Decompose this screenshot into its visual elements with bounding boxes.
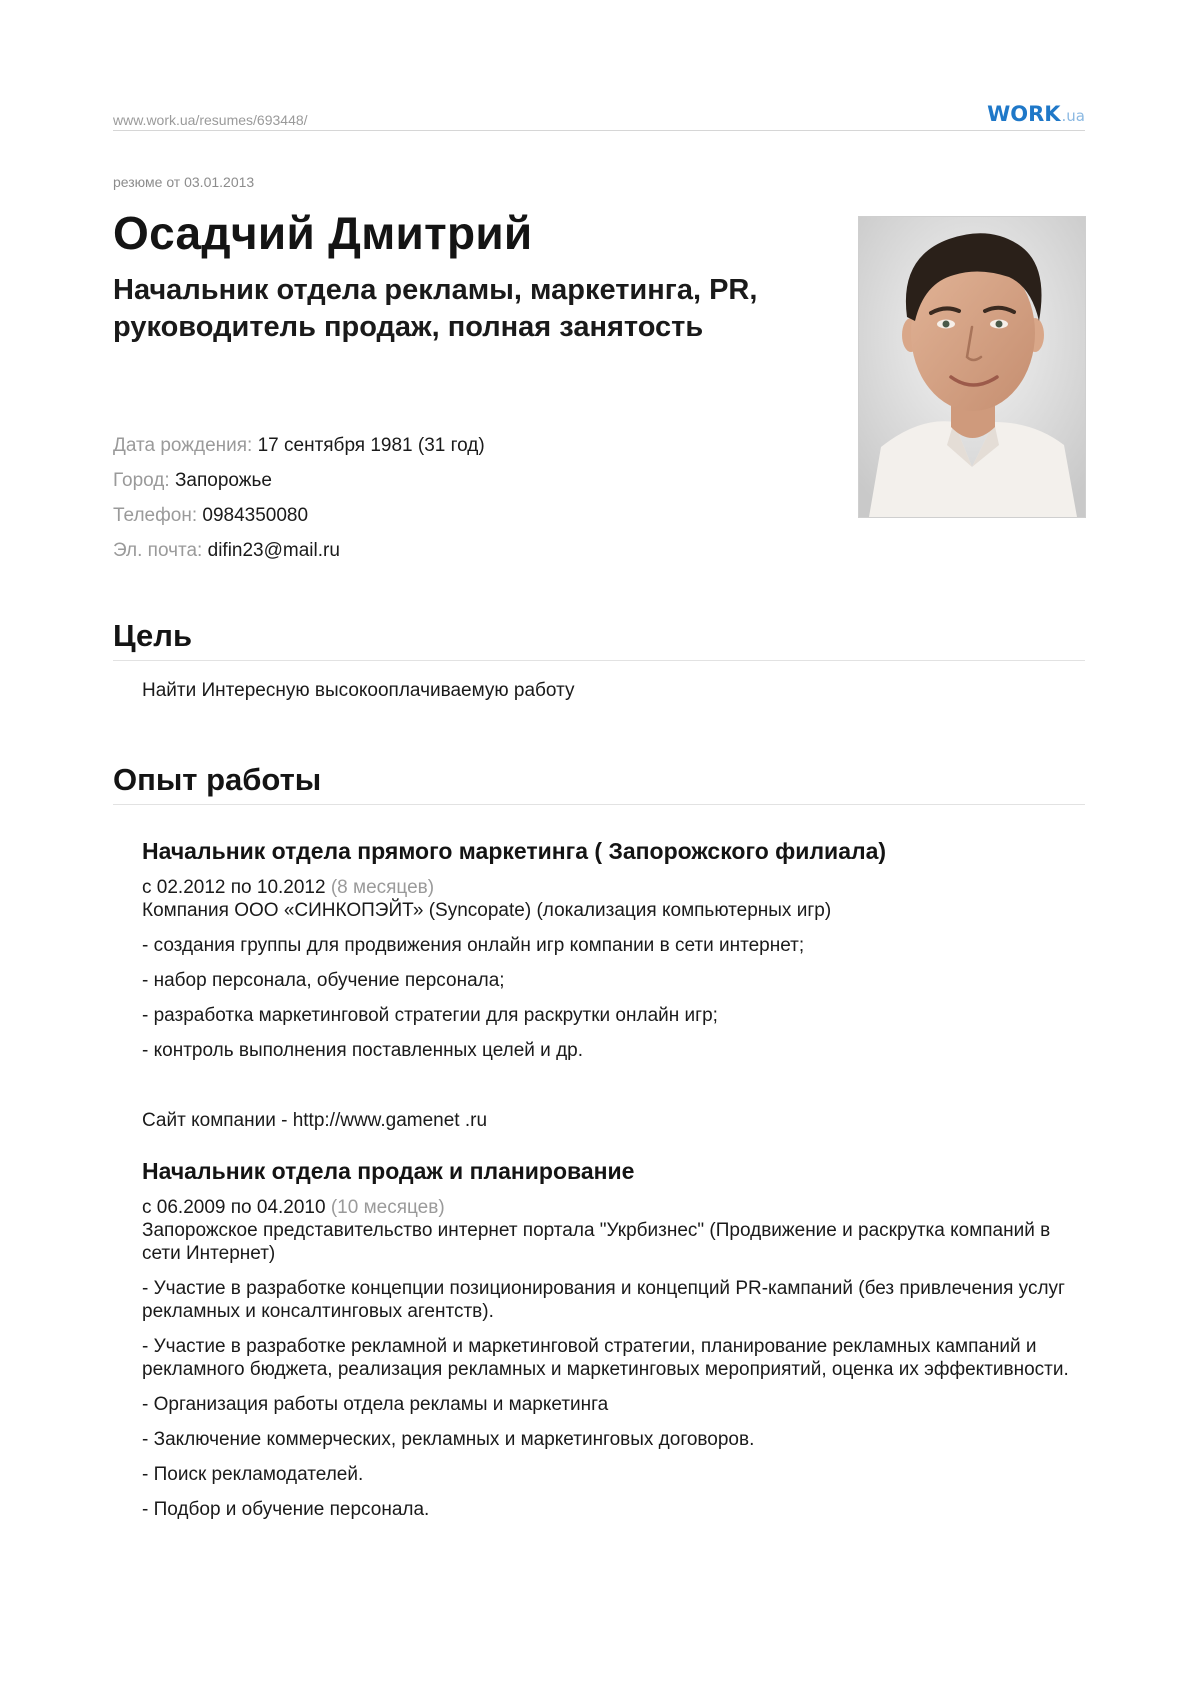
job-duty: - набор персонала, обучение персонала;	[142, 970, 505, 991]
job-company: Запорожское представительство интернет портала "Укрбизнес" (Продвижение и раскрутка компаний в сети Интернет)	[142, 1220, 1051, 1264]
email-value[interactable]: difin23@mail.ru	[207, 540, 340, 561]
birthdate-label: Дата рождения:	[113, 435, 253, 456]
job-duration: (10 месяцев)	[330, 1197, 445, 1218]
job-entry	[142, 1156, 1085, 1521]
birthdate-value: 17 сентября 1981 (31 год)	[257, 435, 485, 456]
job-duty: - Поиск рекламодателей.	[142, 1464, 364, 1485]
contact-info	[113, 428, 485, 568]
city-value: Запорожье	[174, 470, 272, 491]
job-entry	[142, 836, 1085, 1132]
job-duty: - создания группы для продвижения онлайн игр компании в сети интернет;	[142, 935, 805, 956]
job-company: Компания ООО «СИНКОПЭЙТ» (Syncopate) (локализация компьютерных игр)	[142, 900, 832, 921]
job-duty: - Участие в разработке концепции позиционирования и концепций PR-кампаний (без привлечения услуг рекламных и консалтинговых агентств).	[142, 1278, 1065, 1322]
info-row-birthdate	[113, 428, 485, 463]
info-row-city	[113, 463, 485, 498]
city-label: Город:	[113, 470, 170, 491]
phone-value[interactable]: 0984350080	[202, 505, 309, 526]
job-period	[142, 1196, 1085, 1219]
job-company-site[interactable]: Сайт компании - http://www.gamenet .ru	[142, 1110, 488, 1131]
work-ua-logo[interactable]	[987, 102, 1085, 126]
logo-suffix: .ua	[1061, 107, 1085, 125]
job-title: Начальник отдела продаж и планирование	[142, 1158, 635, 1184]
page-header	[113, 102, 1085, 131]
job-dates: с 02.2012 по 10.2012	[142, 877, 326, 898]
candidate-name: Осадчий Дмитрий	[113, 207, 533, 259]
section-title-goal: Цель	[113, 618, 1085, 661]
desired-position: Начальник отдела рекламы, маркетинга, PR, руководитель продаж, полная занятость	[113, 274, 758, 343]
job-period	[142, 876, 1085, 899]
job-duty: - Участие в разработке рекламной и маркетинговой стратегии, планирование рекламных кампаний и рекламного бюджета, реализация рекламных и маркетинговых мероприятий, оценка их эффективности.	[142, 1336, 1069, 1380]
job-duty: - Заключение коммерческих, рекламных и маркетинговых договоров.	[142, 1429, 755, 1450]
logo-main: WORK	[987, 102, 1061, 126]
job-duty: - контроль выполнения поставленных целей и др.	[142, 1040, 583, 1061]
job-dates: с 06.2009 по 04.2010	[142, 1197, 326, 1218]
job-duration: (8 месяцев)	[330, 877, 435, 898]
resume-date: резюме от 03.01.2013	[113, 174, 255, 190]
job-duty: - Подбор и обучение персонала.	[142, 1499, 430, 1520]
email-label: Эл. почта:	[113, 540, 203, 561]
section-title-experience: Опыт работы	[113, 762, 1085, 805]
page-url[interactable]: www.work.ua/resumes/693448/	[113, 112, 308, 128]
portrait-illustration	[859, 217, 1085, 517]
info-row-email	[113, 533, 485, 568]
job-duty: - Организация работы отдела рекламы и маркетинга	[142, 1394, 609, 1415]
info-row-phone	[113, 498, 485, 533]
job-duty: - разработка маркетинговой стратегии для раскрутки онлайн игр;	[142, 1005, 718, 1026]
goal-text: Найти Интересную высокооплачиваемую работу	[142, 680, 575, 701]
candidate-photo	[858, 216, 1086, 518]
job-title: Начальник отдела прямого маркетинга ( Запорожского филиала)	[142, 838, 887, 864]
phone-label: Телефон:	[113, 505, 198, 526]
